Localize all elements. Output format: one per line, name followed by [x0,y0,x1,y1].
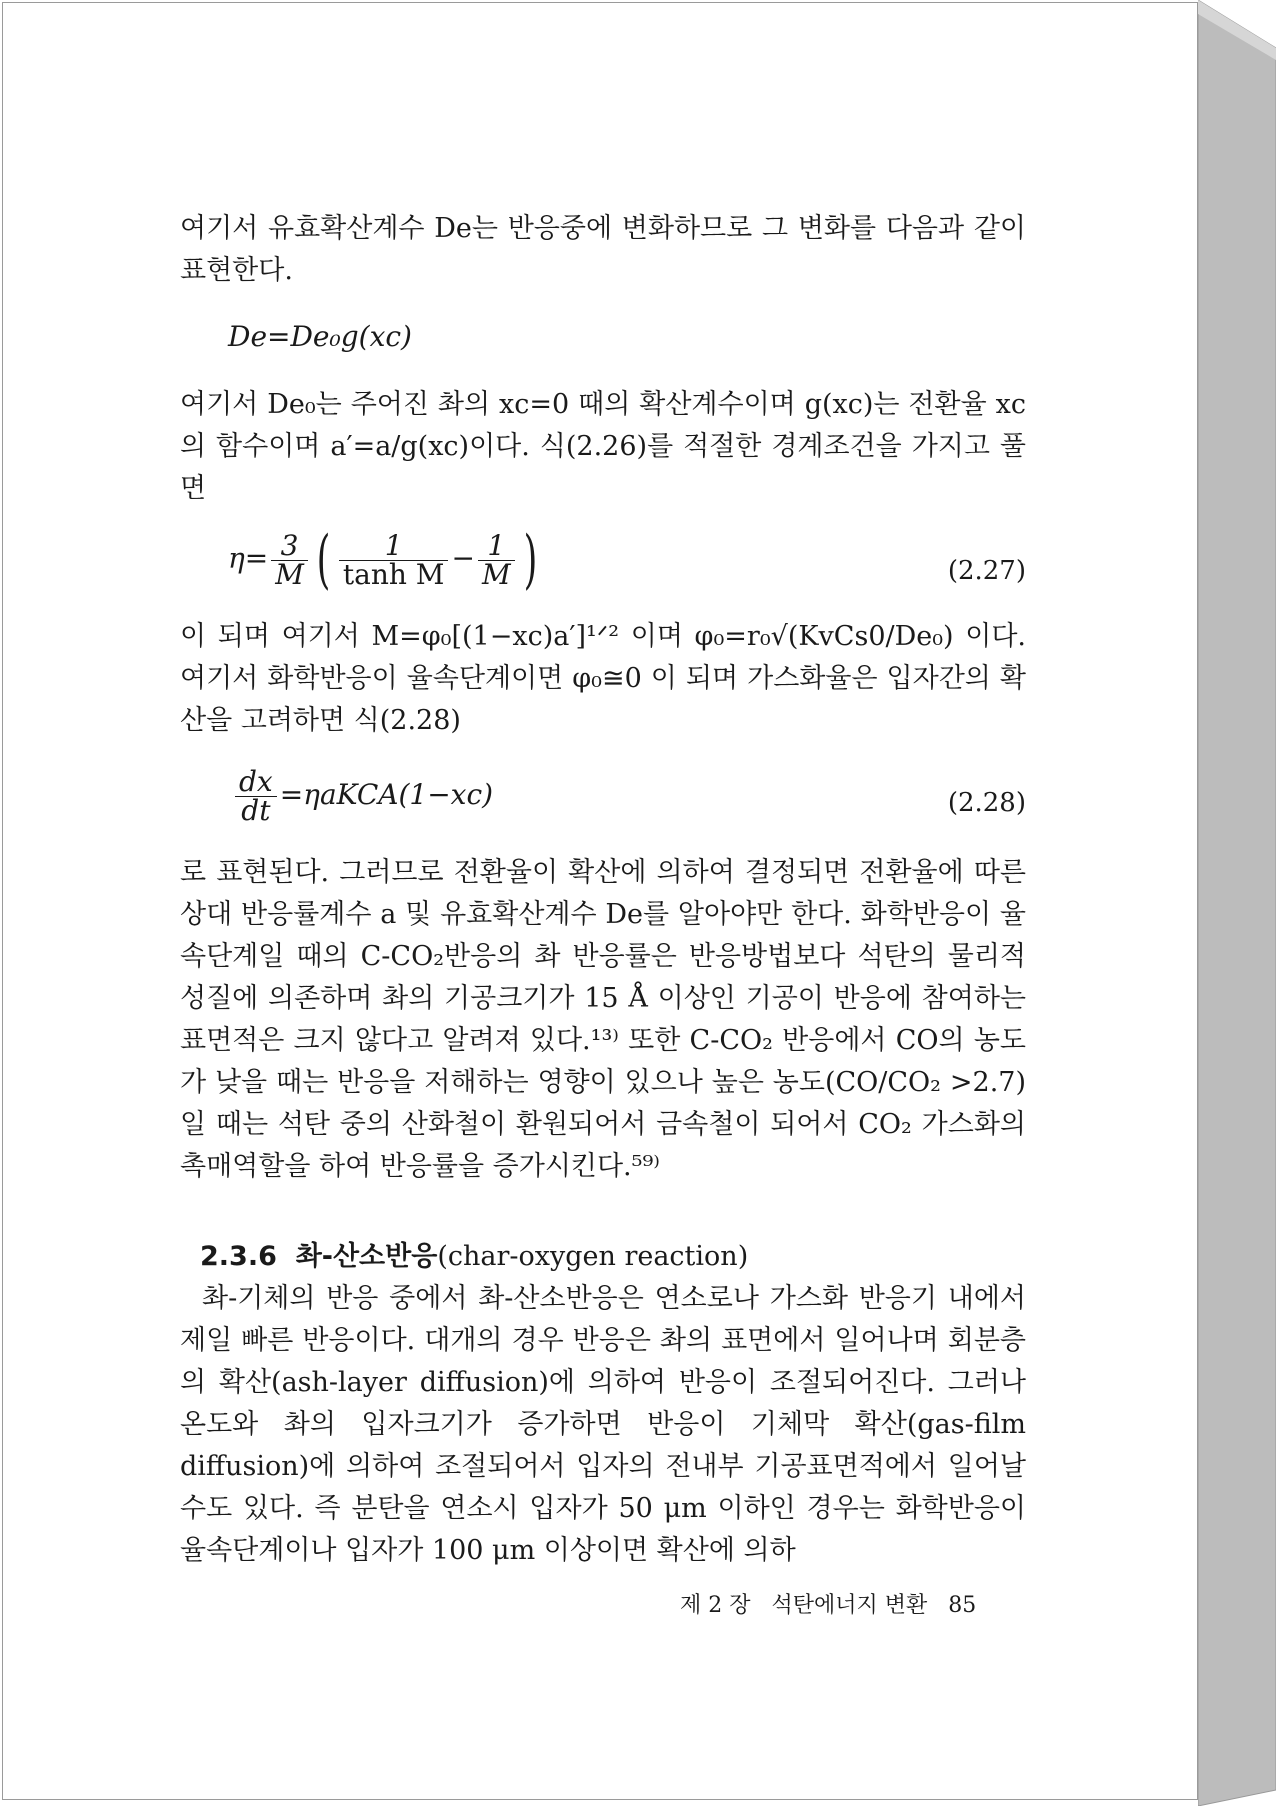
para1-text: 여기서 유효확산계수 De는 반응중에 변화하므로 그 변화를 다음과 같이 표현한다. [180,213,1026,286]
paragraph-2 [180,384,1026,510]
paragraph-3 [180,616,1026,742]
eq2-fraction-1 [271,528,308,591]
equation-de: De=De₀g(xc) [228,320,412,353]
eq3-num: dx [235,768,277,797]
page-footer: 제 2 장 석탄에너지 변환 85 [680,1593,977,1618]
eq2-fraction-3 [478,528,515,591]
left-paren-icon: ( [316,523,331,597]
eq2-f3-den: M [481,557,511,591]
eq2-f1-num: 3 [271,532,308,561]
book-edge [1198,0,1276,1806]
eq2-f1-den: M [275,557,304,591]
eq2-f2-num: 1 [339,532,449,561]
eq3-den: dt [241,794,271,827]
section-heading [200,1234,748,1273]
paragraph-4 [180,852,1026,1188]
eq2-fraction-2 [339,528,449,591]
paragraph-1 [180,208,1026,292]
equation-number-2-27: (2.27) [947,556,1026,586]
equation-2-27 [228,523,543,597]
section-title: 촤-산소반응 [295,1241,438,1272]
right-paren-icon: ) [523,523,537,597]
section-number: 2.3.6 [200,1241,277,1272]
paragraph-5 [180,1278,1026,1572]
para5-text: 촤-기체의 반응 중에서 촤-산소반응은 연소로나 가스화 반응기 내에서 제일 빠른 반응이다. 대개의 경우 반응은 촤의 표면에서 일어나며 회분층의 확산(ash-layer diffusion)에 의하여 반응이 조절되어진다. 그러나 온도와 촤의 입자크기가 증가하면 반응이 기체막 확산(gas-film diffusion)에 의하여 조절되어서 입자의 전내부 기공표면적에서 일어날 수도 있다. 즉 분탄을 연소시 입자가 50 μm 이하인 경우는 화학반응이 율속단계이나 입자가 100 μm 이상이면 확산에 의하 [180,1283,1026,1566]
eq3-fraction [235,765,277,827]
eq2-f2-den: tanh M [342,557,445,591]
eq2-minus: − [451,541,475,575]
eq2-lhs: η= [228,541,269,575]
equation-number-2-28: (2.28) [947,788,1026,818]
para3-text: 이 되며 여기서 M=φ₀[(1−xc)a′]¹ᐟ² 이며 φ₀=r₀√(KvCs0/De₀) 이다. 여기서 화학반응이 율속단계이면 φ₀≅0 이 되며 가스화율은 입자간의 확산을 고려하면 식(2.28) [180,621,1026,736]
section-english: (char-oxygen reaction) [437,1241,749,1272]
eq3-rhs: =ηaKCA(1−xc) [279,778,494,811]
para2-text: 여기서 De₀는 주어진 촤의 xc=0 때의 확산계수이며 g(xc)는 전환율 xc의 함수이며 a′=a/g(xc)이다. 식(2.26)를 적절한 경계조건을 가지고 풀면 [180,389,1026,504]
equation-2-28 [232,765,494,827]
para4-text: 로 표현된다. 그러므로 전환율이 확산에 의하여 결정되면 전환율에 따른 상대 반응률계수 a 및 유효확산계수 De를 알아야만 한다. 화학반응이 율속단계일 때의 C-CO₂반응의 촤 반응률은 반응방법보다 석탄의 물리적 성질에 의존하며 촤의 기공크기가 15 Å 이상인 기공이 반응에 참여하는 표면적은 크지 않다고 알려져 있다.¹³⁾ 또한 C-CO₂ 반응에서 CO의 농도가 낮을 때는 반응을 저해하는 영향이 있으나 높은 농도(CO/CO₂ >2.7)일 때는 석탄 중의 산화철이 환원되어서 금속철이 되어서 CO₂ 가스화의 촉매역할을 하여 반응률을 증가시킨다.⁵⁹⁾ [180,857,1026,1182]
eq2-f3-num: 1 [478,532,515,561]
